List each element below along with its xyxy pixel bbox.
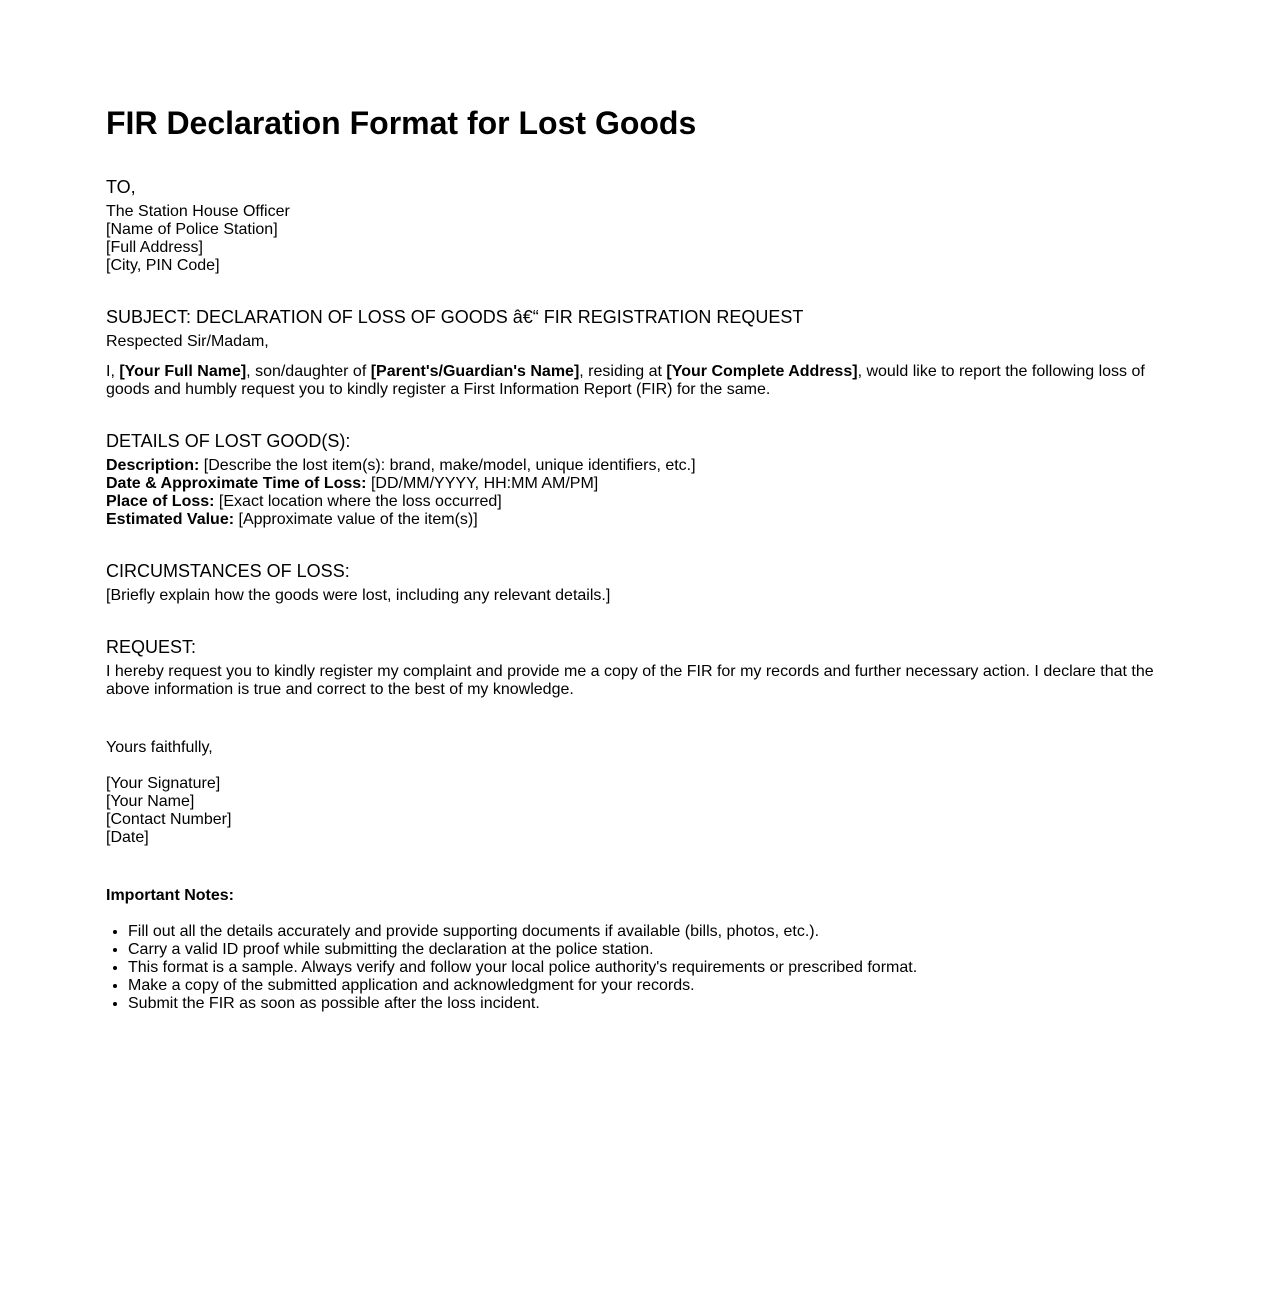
address-line: [Name of Police Station] xyxy=(106,221,278,238)
detail-label: Description: xyxy=(106,457,200,474)
intro-text: I, xyxy=(106,363,120,380)
signature-line: [Contact Number] xyxy=(106,811,232,828)
closing: Yours faithfully, xyxy=(106,739,213,756)
salutation: Respected Sir/Madam, xyxy=(106,333,269,350)
intro-paragraph xyxy=(106,363,1166,399)
list-item: • Submit the FIR as soon as possible after the loss incident. xyxy=(128,995,1166,1013)
signature-line: [Your Signature] xyxy=(106,775,221,792)
detail-label: Place of Loss: xyxy=(106,493,215,510)
intro-text: , son/daughter of xyxy=(246,363,371,380)
address-line: The Station House Officer xyxy=(106,203,290,220)
subject-heading: SUBJECT: DECLARATION OF LOSS OF GOODS â€“ FIR REGISTRATION REQUEST xyxy=(106,307,804,327)
request-text: I hereby request you to kindly register my complaint and provide me a copy of the FIR for my records and further necessary action. I declare that the above information is true and correct to the best of my knowledge. xyxy=(106,663,1154,698)
detail-value: [Approximate value of the item(s)] xyxy=(234,511,478,528)
parent-name-placeholder: [Parent's/Guardian's Name] xyxy=(370,363,580,380)
detail-item-place xyxy=(106,493,1166,511)
circumstances-heading: CIRCUMSTANCES OF LOSS: xyxy=(106,561,350,581)
full-name-placeholder: [Your Full Name] xyxy=(119,363,247,380)
details-list xyxy=(106,457,1166,529)
notes-list xyxy=(106,923,1166,1013)
list-item: • Fill out all the details accurately and provide supporting documents if available (bills, photos, etc.). xyxy=(128,923,1166,941)
signature-block xyxy=(106,775,1166,847)
detail-label: Date & Approximate Time of Loss: xyxy=(106,475,367,492)
intro-text: , residing at xyxy=(579,363,667,380)
list-item: • Make a copy of the submitted application and acknowledgment for your records. xyxy=(128,977,1166,995)
address-line: [City, PIN Code] xyxy=(106,257,220,274)
detail-item-value xyxy=(106,511,1166,529)
recipient-address xyxy=(106,203,1166,275)
detail-value: [DD/MM/YYYY, HH:MM AM/PM] xyxy=(366,475,599,492)
address-line: [Full Address] xyxy=(106,239,203,256)
address-placeholder: [Your Complete Address] xyxy=(666,363,858,380)
list-item: • Carry a valid ID proof while submitting the declaration at the police station. xyxy=(128,941,1166,959)
signature-line: [Date] xyxy=(106,829,149,846)
list-item: • This format is a sample. Always verify and follow your local police authority's requirements or prescribed format. xyxy=(128,959,1166,977)
to-heading: TO, xyxy=(106,177,136,197)
signature-line: [Your Name] xyxy=(106,793,195,810)
notes-title: Important Notes: xyxy=(106,887,234,904)
intro-text: , would like to report the following loss of goods and humbly request you to kindly register a First Information Report (FIR) for the same. xyxy=(106,363,1145,398)
detail-label: Estimated Value: xyxy=(106,511,235,528)
detail-value: [Exact location where the loss occurred] xyxy=(214,493,502,510)
details-heading: DETAILS OF LOST GOOD(S): xyxy=(106,431,351,451)
circumstances-text: [Briefly explain how the goods were lost, including any relevant details.] xyxy=(106,587,611,604)
detail-item-description xyxy=(106,457,1166,475)
detail-value: [Describe the lost item(s): brand, make/model, unique identifiers, etc.] xyxy=(199,457,696,474)
page-title: FIR Declaration Format for Lost Goods xyxy=(106,105,697,141)
detail-item-date-time xyxy=(106,475,1166,493)
request-heading: REQUEST: xyxy=(106,637,197,657)
